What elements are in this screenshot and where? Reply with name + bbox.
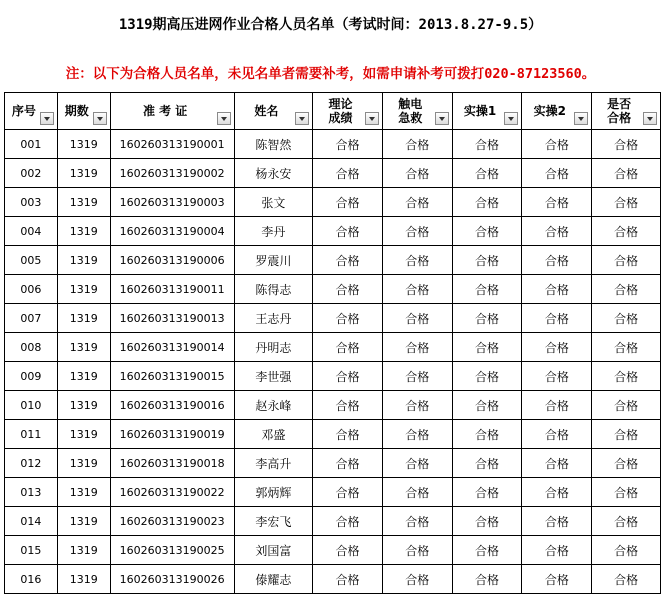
- col-practice2-cell: 合格: [522, 536, 592, 565]
- table-row: [5, 159, 661, 188]
- col-period-header: [57, 93, 110, 130]
- col-name-cell: 张文: [234, 188, 313, 217]
- col-practice2-cell: 合格: [522, 275, 592, 304]
- header-label: 准 考 证: [142, 104, 188, 118]
- header-label: 触电: [398, 97, 423, 111]
- col-qualified-cell: 合格: [592, 333, 661, 362]
- col-first-aid-cell: 合格: [382, 275, 452, 304]
- col-practice1-cell: 合格: [452, 304, 522, 333]
- filter-dropdown-icon[interactable]: [93, 112, 107, 125]
- col-practice2-cell: 合格: [522, 159, 592, 188]
- col-practice2-header: [522, 93, 592, 130]
- col-practice2-cell: 合格: [522, 420, 592, 449]
- table-row: [5, 217, 661, 246]
- col-qualified-cell: 合格: [592, 362, 661, 391]
- col-practice2-cell: 合格: [522, 304, 592, 333]
- col-period-cell: 1319: [57, 536, 110, 565]
- col-qualified-cell: 合格: [592, 507, 661, 536]
- filter-dropdown-icon[interactable]: [217, 112, 231, 125]
- col-qualified-cell: 合格: [592, 449, 661, 478]
- col-practice1-cell: 合格: [452, 246, 522, 275]
- col-qualified-header: [592, 93, 661, 130]
- col-practice1-cell: 合格: [452, 536, 522, 565]
- col-practice2-cell: 合格: [522, 188, 592, 217]
- filter-dropdown-icon[interactable]: [435, 112, 449, 125]
- col-period-cell: 1319: [57, 217, 110, 246]
- header-label: 姓名: [254, 104, 279, 118]
- filter-dropdown-icon[interactable]: [504, 112, 518, 125]
- header-label: 合格: [607, 111, 632, 125]
- header-label: 是否: [607, 97, 632, 111]
- col-ticket-cell: 160260313190022: [110, 478, 234, 507]
- col-period-cell: 1319: [57, 478, 110, 507]
- table-row: [5, 304, 661, 333]
- col-seq-cell: 013: [5, 478, 58, 507]
- col-first-aid-cell: 合格: [382, 217, 452, 246]
- col-first-aid-cell: 合格: [382, 507, 452, 536]
- table-row: [5, 449, 661, 478]
- col-theory-cell: 合格: [313, 565, 383, 594]
- col-practice1-cell: 合格: [452, 507, 522, 536]
- col-practice1-cell: 合格: [452, 449, 522, 478]
- col-name-cell: 罗震川: [234, 246, 313, 275]
- col-name-cell: 郭炳辉: [234, 478, 313, 507]
- col-ticket-cell: 160260313190004: [110, 217, 234, 246]
- col-ticket-cell: 160260313190003: [110, 188, 234, 217]
- col-seq-cell: 008: [5, 333, 58, 362]
- col-name-cell: 傣耀志: [234, 565, 313, 594]
- col-first-aid-cell: 合格: [382, 333, 452, 362]
- filter-dropdown-icon[interactable]: [40, 112, 54, 125]
- col-ticket-cell: 160260313190014: [110, 333, 234, 362]
- col-name-cell: 李丹: [234, 217, 313, 246]
- col-first-aid-cell: 合格: [382, 304, 452, 333]
- col-name-cell: 丹明志: [234, 333, 313, 362]
- col-seq-cell: 012: [5, 449, 58, 478]
- col-theory-cell: 合格: [313, 478, 383, 507]
- col-period-cell: 1319: [57, 362, 110, 391]
- col-seq-cell: 006: [5, 275, 58, 304]
- col-first-aid-cell: 合格: [382, 159, 452, 188]
- col-qualified-cell: 合格: [592, 536, 661, 565]
- table-row: [5, 130, 661, 159]
- table-row: [5, 507, 661, 536]
- col-period-cell: 1319: [57, 246, 110, 275]
- header-label: 理论: [328, 97, 353, 111]
- col-ticket-cell: 160260313190018: [110, 449, 234, 478]
- col-period-cell: 1319: [57, 304, 110, 333]
- table-row: [5, 362, 661, 391]
- col-period-cell: 1319: [57, 565, 110, 594]
- col-first-aid-cell: 合格: [382, 391, 452, 420]
- col-theory-cell: 合格: [313, 391, 383, 420]
- col-first-aid-cell: 合格: [382, 536, 452, 565]
- col-theory-header: [313, 93, 383, 130]
- table-row: [5, 188, 661, 217]
- col-seq-header: [5, 93, 58, 130]
- header-label: 实操1: [463, 104, 497, 118]
- col-practice2-cell: 合格: [522, 449, 592, 478]
- col-theory-cell: 合格: [313, 246, 383, 275]
- col-ticket-cell: 160260313190016: [110, 391, 234, 420]
- col-name-cell: 王志丹: [234, 304, 313, 333]
- col-practice2-cell: 合格: [522, 362, 592, 391]
- col-qualified-cell: 合格: [592, 130, 661, 159]
- col-theory-cell: 合格: [313, 420, 383, 449]
- col-ticket-header: [110, 93, 234, 130]
- col-first-aid-cell: 合格: [382, 188, 452, 217]
- col-theory-cell: 合格: [313, 130, 383, 159]
- col-ticket-cell: 160260313190001: [110, 130, 234, 159]
- header-label: 成绩: [328, 111, 353, 125]
- col-seq-cell: 015: [5, 536, 58, 565]
- col-ticket-cell: 160260313190011: [110, 275, 234, 304]
- col-practice1-cell: 合格: [452, 130, 522, 159]
- header-label: 实操2: [533, 104, 566, 118]
- qualified-list-table: [4, 92, 661, 594]
- table-row: [5, 565, 661, 594]
- col-practice2-cell: 合格: [522, 391, 592, 420]
- col-name-cell: 李世强: [234, 362, 313, 391]
- col-qualified-cell: 合格: [592, 188, 661, 217]
- col-first-aid-cell: 合格: [382, 565, 452, 594]
- col-theory-cell: 合格: [313, 217, 383, 246]
- col-seq-cell: 007: [5, 304, 58, 333]
- col-theory-cell: 合格: [313, 304, 383, 333]
- col-theory-cell: 合格: [313, 507, 383, 536]
- filter-dropdown-icon[interactable]: [295, 112, 309, 125]
- header-row: [5, 93, 661, 130]
- col-first-aid-cell: 合格: [382, 420, 452, 449]
- filter-dropdown-icon[interactable]: [643, 112, 657, 125]
- table-row: [5, 333, 661, 362]
- col-practice1-cell: 合格: [452, 188, 522, 217]
- col-qualified-cell: 合格: [592, 565, 661, 594]
- col-theory-cell: 合格: [313, 159, 383, 188]
- col-first-aid-cell: 合格: [382, 130, 452, 159]
- col-qualified-cell: 合格: [592, 391, 661, 420]
- header-label: 期数: [64, 104, 89, 118]
- col-seq-cell: 004: [5, 217, 58, 246]
- col-first-aid-cell: 合格: [382, 449, 452, 478]
- col-period-cell: 1319: [57, 159, 110, 188]
- col-practice2-cell: 合格: [522, 130, 592, 159]
- col-period-cell: 1319: [57, 449, 110, 478]
- col-period-cell: 1319: [57, 275, 110, 304]
- table-row: [5, 536, 661, 565]
- col-name-cell: 李高升: [234, 449, 313, 478]
- col-practice1-cell: 合格: [452, 565, 522, 594]
- col-practice1-cell: 合格: [452, 391, 522, 420]
- col-name-cell: 李宏飞: [234, 507, 313, 536]
- col-ticket-cell: 160260313190013: [110, 304, 234, 333]
- col-name-header: [234, 93, 313, 130]
- table-body: [5, 130, 661, 594]
- page-title: 1319期高压进网作业合格人员名单（考试时间：2013.8.27-9.5）: [118, 17, 543, 33]
- col-theory-cell: 合格: [313, 536, 383, 565]
- table-row: [5, 275, 661, 304]
- filter-dropdown-icon[interactable]: [574, 112, 588, 125]
- col-ticket-cell: 160260313190006: [110, 246, 234, 275]
- col-practice2-cell: 合格: [522, 565, 592, 594]
- col-theory-cell: 合格: [313, 449, 383, 478]
- col-theory-cell: 合格: [313, 275, 383, 304]
- col-practice2-cell: 合格: [522, 333, 592, 362]
- col-seq-cell: 002: [5, 159, 58, 188]
- col-name-cell: 邓盛: [234, 420, 313, 449]
- col-seq-cell: 009: [5, 362, 58, 391]
- col-first-aid-cell: 合格: [382, 362, 452, 391]
- col-first-aid-cell: 合格: [382, 478, 452, 507]
- table-row: [5, 391, 661, 420]
- col-name-cell: 刘国富: [234, 536, 313, 565]
- col-qualified-cell: 合格: [592, 275, 661, 304]
- col-practice1-cell: 合格: [452, 362, 522, 391]
- col-ticket-cell: 160260313190015: [110, 362, 234, 391]
- col-first-aid-cell: 合格: [382, 246, 452, 275]
- col-practice1-cell: 合格: [452, 159, 522, 188]
- col-seq-cell: 003: [5, 188, 58, 217]
- col-qualified-cell: 合格: [592, 159, 661, 188]
- col-qualified-cell: 合格: [592, 246, 661, 275]
- col-ticket-cell: 160260313190026: [110, 565, 234, 594]
- col-practice2-cell: 合格: [522, 507, 592, 536]
- col-seq-cell: 014: [5, 507, 58, 536]
- col-name-cell: 陈得志: [234, 275, 313, 304]
- col-ticket-cell: 160260313190023: [110, 507, 234, 536]
- table-row: [5, 246, 661, 275]
- col-period-cell: 1319: [57, 188, 110, 217]
- col-name-cell: 陈智然: [234, 130, 313, 159]
- col-practice1-cell: 合格: [452, 275, 522, 304]
- col-ticket-cell: 160260313190002: [110, 159, 234, 188]
- col-seq-cell: 001: [5, 130, 58, 159]
- col-theory-cell: 合格: [313, 362, 383, 391]
- header-label: 序号: [11, 104, 36, 118]
- col-practice1-cell: 合格: [452, 333, 522, 362]
- table-row: [5, 478, 661, 507]
- col-period-cell: 1319: [57, 507, 110, 536]
- col-practice1-cell: 合格: [452, 420, 522, 449]
- col-seq-cell: 005: [5, 246, 58, 275]
- filter-dropdown-icon[interactable]: [365, 112, 379, 125]
- col-practice2-cell: 合格: [522, 246, 592, 275]
- col-practice1-cell: 合格: [452, 478, 522, 507]
- col-ticket-cell: 160260313190025: [110, 536, 234, 565]
- col-period-cell: 1319: [57, 420, 110, 449]
- col-qualified-cell: 合格: [592, 478, 661, 507]
- col-ticket-cell: 160260313190019: [110, 420, 234, 449]
- col-period-cell: 1319: [57, 130, 110, 159]
- col-seq-cell: 016: [5, 565, 58, 594]
- col-period-cell: 1319: [57, 391, 110, 420]
- col-qualified-cell: 合格: [592, 304, 661, 333]
- col-practice2-cell: 合格: [522, 217, 592, 246]
- col-period-cell: 1319: [57, 333, 110, 362]
- col-seq-cell: 010: [5, 391, 58, 420]
- col-practice2-cell: 合格: [522, 478, 592, 507]
- col-first-aid-header: [382, 93, 452, 130]
- col-seq-cell: 011: [5, 420, 58, 449]
- col-name-cell: 杨永安: [234, 159, 313, 188]
- notice-text: 注：以下为合格人员名单，未见名单者需要补考，如需申请补考可拨打020-87123560。: [65, 66, 596, 82]
- col-theory-cell: 合格: [313, 333, 383, 362]
- col-qualified-cell: 合格: [592, 217, 661, 246]
- header-label: 急救: [398, 111, 423, 125]
- col-qualified-cell: 合格: [592, 420, 661, 449]
- col-theory-cell: 合格: [313, 188, 383, 217]
- col-practice1-cell: 合格: [452, 217, 522, 246]
- col-name-cell: 赵永峰: [234, 391, 313, 420]
- table-row: [5, 420, 661, 449]
- col-practice1-header: [452, 93, 522, 130]
